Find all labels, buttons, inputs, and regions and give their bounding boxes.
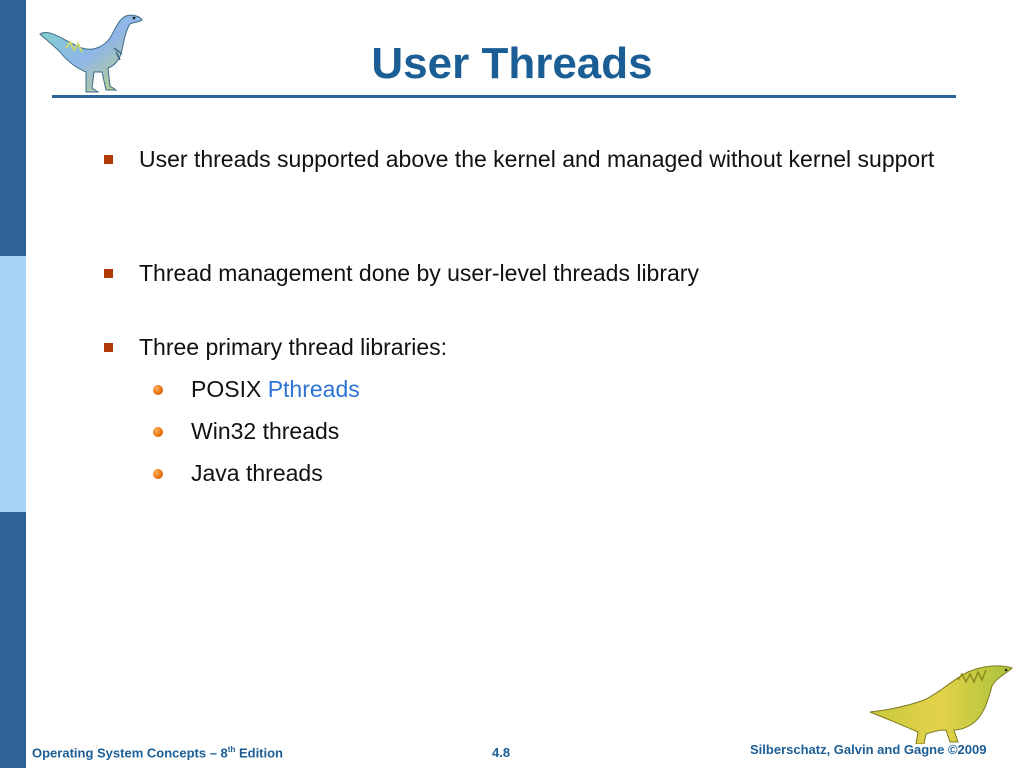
dinosaur-icon <box>868 660 1018 744</box>
sub-bullet-prefix: POSIX <box>191 376 268 402</box>
sub-bullet-text <box>191 458 323 489</box>
footer-book-title-suffix: Edition <box>235 745 284 761</box>
sub-bullet-prefix: Java threads <box>191 460 323 486</box>
bullet-text: Three primary thread libraries: <box>139 334 448 360</box>
sub-bullet-text <box>191 374 360 405</box>
sub-bullet-text <box>191 416 339 447</box>
footer-copyright: Silberschatz, Galvin and Gagne ©2009 <box>750 742 987 757</box>
slide-number: 4.8 <box>492 745 511 760</box>
footer-book-title-main: Operating System Concepts – 8 <box>32 745 228 761</box>
sub-bullet-accent: Pthreads <box>267 376 360 402</box>
square-bullet-icon <box>104 155 113 164</box>
square-bullet-icon <box>104 269 113 278</box>
slide-title: User Threads <box>371 39 653 88</box>
footer-book-title <box>32 745 283 760</box>
sub-bullet-prefix: Win32 threads <box>191 418 340 444</box>
round-bullet-icon <box>153 427 163 437</box>
bullet-text: Thread management done by user-level threads library <box>139 260 699 286</box>
round-bullet-icon <box>153 469 163 479</box>
bullet-text: User threads supported above the kernel and managed without kernel support <box>139 146 935 172</box>
square-bullet-icon <box>104 343 113 352</box>
footer-book-title-sup: th <box>227 745 236 754</box>
round-bullet-icon <box>153 385 163 395</box>
